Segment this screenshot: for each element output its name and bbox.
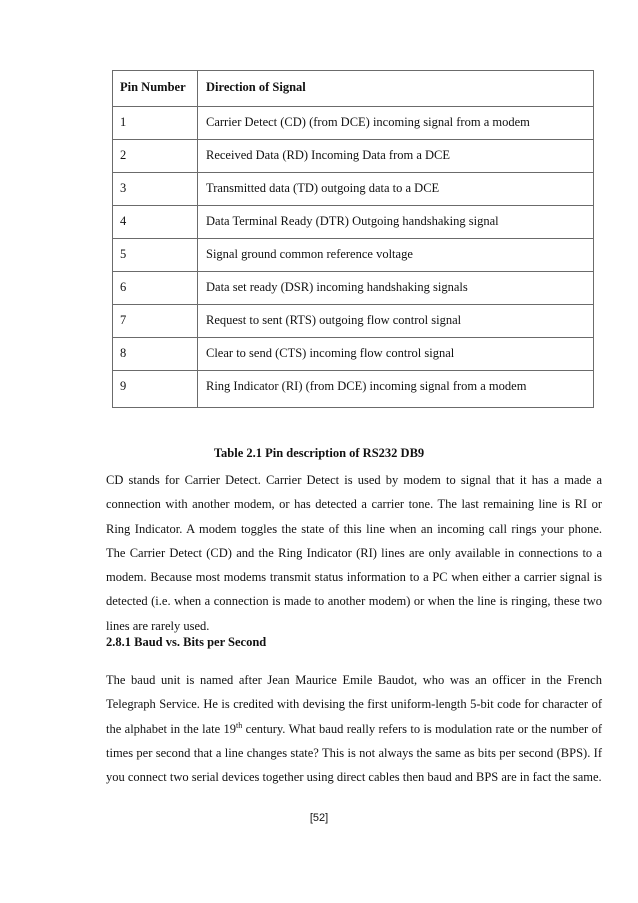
pin-number-cell: 4 bbox=[113, 206, 198, 239]
pin-number-cell: 8 bbox=[113, 338, 198, 371]
section-heading: 2.8.1 Baud vs. Bits per Second bbox=[106, 635, 267, 649]
pin-number-cell: 5 bbox=[113, 239, 198, 272]
pin-number-cell: 2 bbox=[113, 140, 198, 173]
signal-description-cell: Data Terminal Ready (DTR) Outgoing handshaking signal bbox=[198, 206, 594, 239]
signal-description-cell: Request to sent (RTS) outgoing flow control signal bbox=[198, 305, 594, 338]
signal-description-cell: Carrier Detect (CD) (from DCE) incoming signal from a modem bbox=[198, 107, 594, 140]
column-header-pin-number: Pin Number bbox=[113, 71, 198, 107]
page-number: [52] bbox=[309, 812, 329, 824]
table-row bbox=[113, 173, 594, 206]
body-paragraph-carrier-detect: CD stands for Carrier Detect. Carrier Detect is used by modem to signal that it has a made a connection with another modem, or has detected a carrier tone. The last remaining line is RI or Ring Indicator. A modem toggles the state of this line when an incoming call rings your phone. The Carrier Detect (CD) and the Ring Indicator (RI) lines are only available in connections to a modem. Because most modems transmit status information to a PC when either a carrier signal is detected (i.e. when a connection is made to another modem) or when the line is ringing, these two lines are rarely used. bbox=[106, 473, 602, 633]
signal-description-cell: Clear to send (CTS) incoming flow control signal bbox=[198, 338, 594, 371]
paragraph-text: The baud unit is named after Jean Maurice Emile Baudot, who was an officer in the French Telegraph Service. He is credited with devising the first uniform-length 5-bit code for character of the alphabet in the late 19 bbox=[106, 673, 602, 736]
table-row bbox=[113, 272, 594, 305]
table-caption: Table 2.1 Pin description of RS232 DB9 bbox=[213, 446, 425, 460]
table-row bbox=[113, 371, 594, 408]
table-row bbox=[113, 140, 594, 173]
pin-description-table bbox=[112, 70, 594, 408]
pin-number-cell: 7 bbox=[113, 305, 198, 338]
pin-number-cell: 3 bbox=[113, 173, 198, 206]
table-row bbox=[113, 338, 594, 371]
table-row bbox=[113, 239, 594, 272]
signal-description-cell: Transmitted data (TD) outgoing data to a DCE bbox=[198, 173, 594, 206]
table-row bbox=[113, 305, 594, 338]
superscript-ordinal: th bbox=[236, 720, 243, 730]
pin-number-cell: 6 bbox=[113, 272, 198, 305]
table-row bbox=[113, 206, 594, 239]
pin-number-cell: 9 bbox=[113, 371, 198, 408]
table-row bbox=[113, 107, 594, 140]
signal-description-cell: Data set ready (DSR) incoming handshaking signals bbox=[198, 272, 594, 305]
signal-description-cell: Received Data (RD) Incoming Data from a DCE bbox=[198, 140, 594, 173]
pin-number-cell: 1 bbox=[113, 107, 198, 140]
paragraph-text: century. What baud really refers to is modulation rate or the number of times per second that a line changes state? This is not always the same as bits per second (BPS). If you connect two serial devices together using direct cables then baud and BPS are in fact the same. bbox=[106, 721, 602, 785]
body-paragraph-baud bbox=[106, 668, 602, 789]
column-header-direction-of-signal: Direction of Signal bbox=[198, 71, 594, 107]
table-header-row bbox=[113, 71, 594, 107]
signal-description-cell: Signal ground common reference voltage bbox=[198, 239, 594, 272]
signal-description-cell: Ring Indicator (RI) (from DCE) incoming signal from a modem bbox=[198, 371, 594, 408]
